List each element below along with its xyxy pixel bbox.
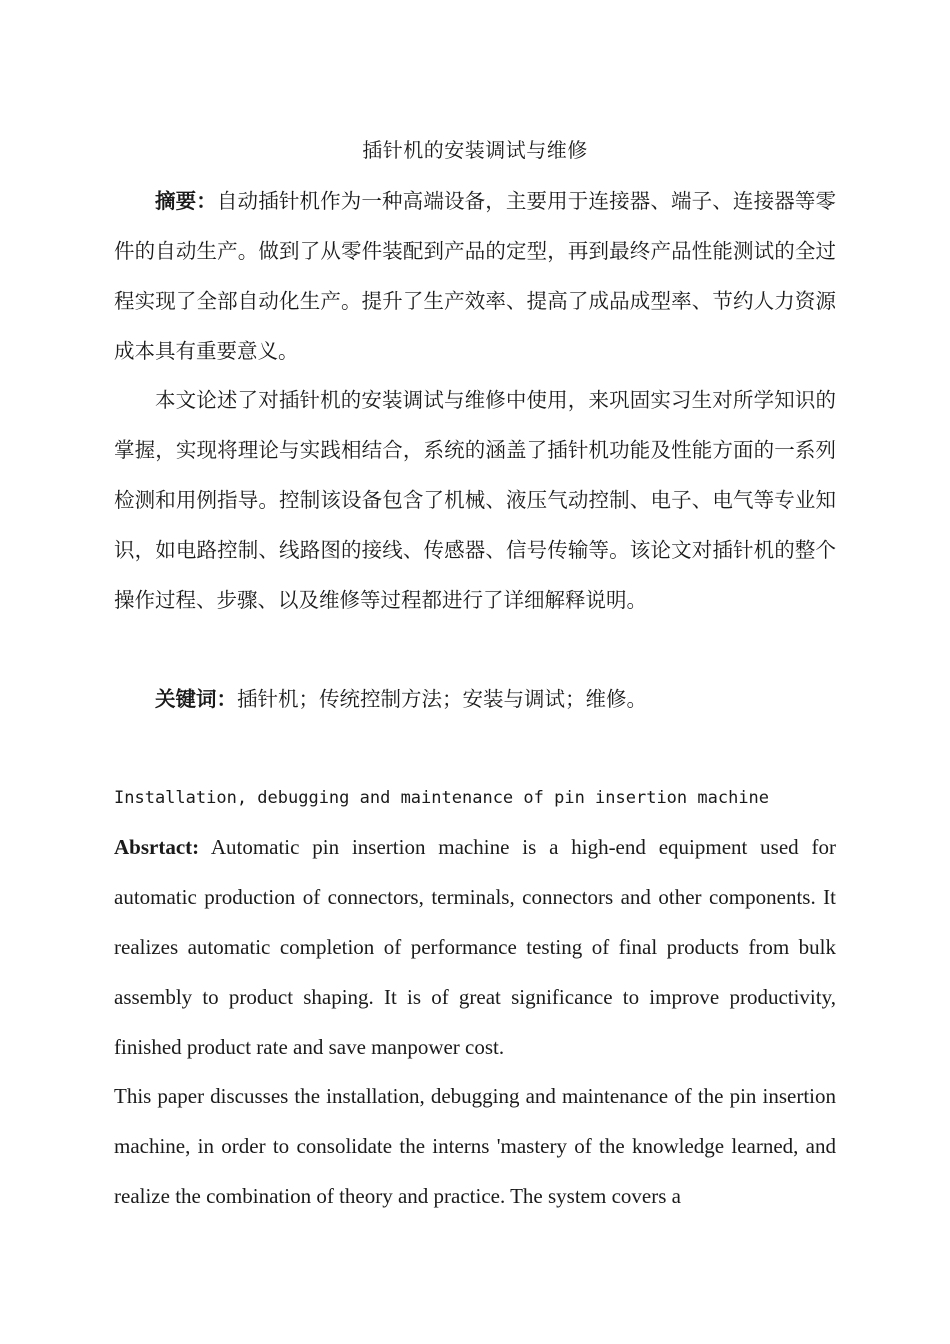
english-abstract-label: Absrtact: — [114, 835, 200, 859]
english-abstract-paragraph — [114, 822, 836, 1072]
chinese-keywords-text: 插针机；传统控制方法；安装与调试；维修。 — [237, 687, 647, 711]
chinese-abstract-text: 自动插针机作为一种高端设备，主要用于连接器、端子、连接器等零件的自动生产。做到了从零件装配到产品的定型，再到最终产品性能测试的全过程实现了全部自动化生产。提升了生产效率、提高了成品成型率、节约人力资源成本具有重要意义。 — [114, 189, 836, 363]
chinese-body-paragraph: 本文论述了对插针机的安装调试与维修中使用，来巩固实习生对所学知识的掌握，实现将理论与实践相结合，系统的涵盖了插针机功能及性能方面的一系列检测和用例指导。控制该设备包含了机械、液压气动控制、电子、电气等专业知识，如电路控制、线路图的接线、传感器、信号传输等。该论文对插针机的整个操作过程、步骤、以及维修等过程都进行了详细解释说明。 — [114, 388, 836, 612]
chinese-keywords-label: 关键词： — [155, 687, 237, 711]
chinese-title: 插针机的安装调试与维修 — [362, 138, 588, 162]
chinese-abstract-paragraph — [114, 176, 836, 376]
chinese-keywords-paragraph — [114, 674, 836, 724]
english-body-paragraph: This paper discusses the installation, debugging and maintenance of the pin insertion machine, in order to consolidate the interns 'mastery of the knowledge learned, and realize the combination of theory and practice. The system covers a — [114, 1084, 836, 1208]
chinese-abstract-label: 摘要： — [155, 189, 217, 213]
english-abstract-text: Automatic pin insertion machine is a high-end equipment used for automatic production of connectors, terminals, connectors and other components. It realizes automatic completion of performance testing of final products from bulk assembly to product shaping. It is of great significance to improve productivity, finished product rate and save manpower cost. — [114, 835, 836, 1059]
english-title: Installation, debugging and maintenance of pin insertion machine — [114, 788, 770, 808]
